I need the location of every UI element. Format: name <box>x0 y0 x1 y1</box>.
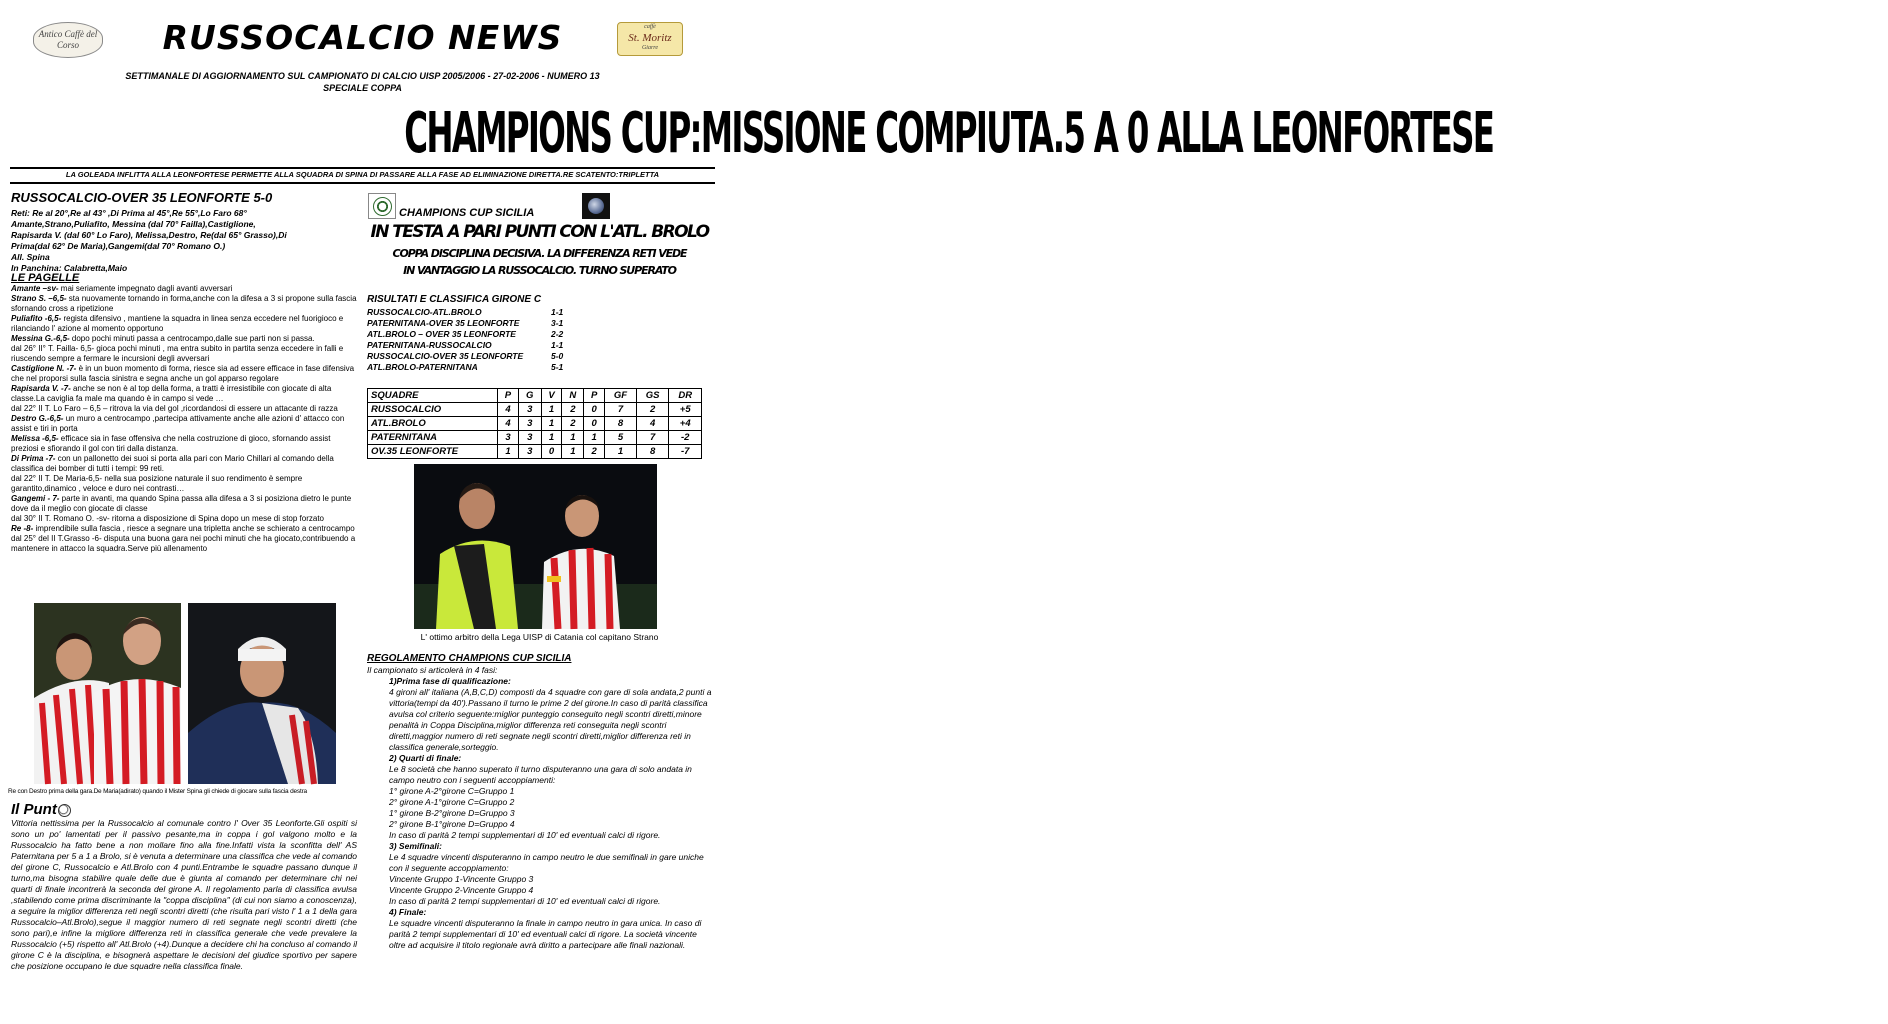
logo-left-text: Antico Caffè del Corso <box>38 29 98 50</box>
table-row: PATERNITANA 3 3 1 1 1 5 7 -2 <box>368 431 702 445</box>
pagella-item: Castiglione N. -7- è in un buon momento di forma, riesce sia ad essere efficace in fase difensiva che nel proporsi sulla fascia sinistra e segna anche un gol apparso regolare <box>11 364 355 383</box>
regulation-line: Vincente Gruppo 2-Vincente Gruppo 4 <box>389 885 534 895</box>
pagella-item: Rapisarda V. -7- anche se non è al top della forma, a tratti è irresistibile con giocate di alta classe.La caviglia fa male ma quando è in campo si vede … <box>11 384 332 403</box>
soccer-ball-icon <box>58 804 71 817</box>
pagella-item: dal 22° II T. Lo Faro – 6,5 – ritrova la via del gol ,ricordandosi di essere un attacante di razza <box>11 404 338 413</box>
table-header: SQUADRE P G V N P GF GS DR <box>368 389 702 403</box>
result-row: ATL.BROLO-PATERNITANA 5-1 <box>367 362 564 372</box>
regulation-line: 2° girone A-1°girone C=Gruppo 2 <box>389 797 515 807</box>
regulation-line: 1° girone A-2°girone C=Gruppo 1 <box>389 786 515 796</box>
result-row: RUSSOCALCIO-ATL.BROLO 1-1 <box>367 307 564 317</box>
regulation-line: 1)Prima fase di qualificazione: <box>389 676 511 686</box>
logo-right-text: St. Moritz <box>628 32 672 44</box>
masthead-title: RUSSOCALCIO NEWS <box>162 18 563 57</box>
logo-right-bottom-text: Giarre <box>641 45 659 51</box>
pagella-item: dal 22° II T. De Maria-6,5- nella sua posizione naturale il suo rendimento è sempre garantito,dinamico , veloce e duro nei contrasti… <box>11 474 303 493</box>
antico-caffe-logo <box>33 22 103 58</box>
result-row: PATERNITANA-OVER 35 LEONFORTE 3-1 <box>367 318 564 328</box>
logo-right-top-text: caffè <box>644 24 656 30</box>
table-row: OV.35 LEONFORTE 1 3 0 1 2 1 8 -7 <box>368 445 702 459</box>
champions-subhead: IN VANTAGGIO LA RUSSOCALCIO. TURNO SUPERATO <box>403 264 676 277</box>
champions-logo-icon <box>368 193 396 219</box>
pagelle-title: LE PAGELLE <box>11 272 80 284</box>
globe-icon <box>582 193 610 219</box>
regulation-line: Il campionato si articolerà in 4 fasi: <box>367 665 498 675</box>
regulation-line: Vincente Gruppo 1-Vincente Gruppo 3 <box>389 874 534 884</box>
pagella-item: dal 30° II T. Romano O. -sv- ritorna a disposizione di Spina dopo un mese di stop forzato <box>11 514 324 523</box>
lineup-line: Amante,Strano,Puliafito, Messina (dal 70° Failla),Castiglione, <box>11 219 256 229</box>
results-title: RISULTATI E CLASSIFICA GIRONE C <box>367 294 542 305</box>
regulation-line: In caso di parità 2 tempi supplementari di 10' ed eventuali calci di rigore. <box>389 896 661 906</box>
table-row: RUSSOCALCIO 4 3 1 2 0 7 2 +5 <box>368 403 702 417</box>
regulation-line: 3) Semifinali: <box>389 841 442 851</box>
lineup-line: Prima(dal 62° De Maria),Gangemi(dal 70° Romano O.) <box>11 241 226 251</box>
lineup-line: In Panchina: Calabretta,Maio <box>11 263 128 273</box>
referee-captain-photo <box>414 464 657 629</box>
lineup <box>11 208 356 274</box>
regulation-line: Le squadre vincenti disputeranno la finale in campo neutro in gara unica. In caso di parità 2 tempi supplementari di 10' ed eventuali calci di rigore. La società vincente oltre ad acquisire il titolo regionale avrà diritto a partecipare alle finali nazionali. <box>389 918 702 950</box>
punto-title-text: Il Punt <box>11 801 57 818</box>
result-row: PATERNITANA-RUSSOCALCIO 1-1 <box>367 340 564 350</box>
regulation-line: 4) Finale: <box>389 907 427 917</box>
pagella-item: dal 26° II° T. Failla- 6,5- gioca pochi minuti , ma entra subito in partita senza eccedere in falli e riuscendo sempre a fermare le incursioni degli avversari <box>11 344 344 363</box>
regulation-line: Le 4 squadre vincenti disputeranno in campo neutro le due semifinali in gare uniche con il seguente accoppiamento: <box>389 852 704 873</box>
pagella-item: Re -8- imprendibile sulla fascia , riesce a segnare una tripletta anche se schierato a centrocampo <box>11 524 355 533</box>
regulation-line: 2° girone B-1°girone D=Gruppo 4 <box>389 819 515 829</box>
regulation-line: 4 gironi all' italiana (A,B,C,D) composti da 4 squadre con gare di sola andata,2 punti a vittoria(tempi da 40').Passano il turno le prime 2 del girone.In caso di parità classifica avulsa col criterio seguente:miglior punteggio conseguito negli scontri diretti,minore penalità in Coppa Disciplina,miglior differenza reti conseguita negli scontri diretti,maggior numero di reti segnate negli scontri diretti,miglior differenza reti in classifica generale,sorteggio. <box>389 687 712 752</box>
results-list <box>367 307 587 373</box>
lineup-line: Reti: Re al 20°,Re al 43° ,Di Prima al 45°,Re 55°,Lo Faro 68° <box>11 208 247 218</box>
pagella-item: Messina G.-6,5- dopo pochi minuti passa a centrocampo,dalle sue parti non si passa. <box>11 334 315 343</box>
issue-subtitle <box>0 70 725 94</box>
result-row: RUSSOCALCIO-OVER 35 LEONFORTE 5-0 <box>367 351 564 361</box>
pagella-item: dal 25° del II T.Grasso -6- disputa una buona gara nei pochi minuti che ha giocato,contribuendo a mantenere in attacco la squadra.Serve più allenamento <box>11 534 356 553</box>
photo-caption-right: L' ottimo arbitro della Lega UISP di Catania col capitano Strano <box>420 632 659 642</box>
photo-caption-left: Re con Destro prima della gara.De Maria(adirato) quando il Mister Spina gli chiede di giocare sulla fascia destra <box>8 788 307 795</box>
headline-text: CHAMPIONS CUP:MISSIONE COMPIUTA.5 A 0 ALLA LEONFORTESE <box>404 101 1494 166</box>
pagella-item: Puliafito -6,5- regista difensivo , mantiene la squadra in linea senza eccedere nel fuorigioco e rilanciando l' azione al momento opportuno <box>11 314 344 333</box>
special-edition-line: SPECIALE COPPA <box>323 83 402 93</box>
main-headline <box>10 98 1494 170</box>
champions-headline: IN TESTA A PARI PUNTI CON L'ATL. BROLO <box>370 222 709 242</box>
regulation-line: In caso di parità 2 tempi supplementari di 10' ed eventuali calci di rigore. <box>389 830 661 840</box>
pagella-item: Amante –sv- mai seriamente impegnato dagli avanti avversari <box>11 284 233 293</box>
st-moritz-logo <box>617 22 683 56</box>
issue-line: SETTIMANALE DI AGGIORNAMENTO SUL CAMPIONATO DI CALCIO UISP 2005/2006 - 27-02-2006 - NUMERO 13 <box>125 71 600 81</box>
result-row: ATL.BROLO – OVER 35 LEONFORTE 2-2 <box>367 329 564 339</box>
standings-table <box>367 388 702 459</box>
pagella-item: Di Prima -7- con un pallonetto dei suoi si porta alla pari con Mario Chillari al comando della classifica dei bomber di tutti i tempi: 99 reti. <box>11 454 334 473</box>
table-row: ATL.BROLO 4 3 1 2 0 8 4 +4 <box>368 417 702 431</box>
divider <box>10 167 715 169</box>
regulation-title: REGOLAMENTO CHAMPIONS CUP SICILIA <box>367 653 572 664</box>
champions-subhead: COPPA DISCIPLINA DECISIVA. LA DIFFERENZA RETI VEDE <box>392 247 687 260</box>
lineup-line: Rapisarda V. (dal 60° Lo Faro), Melissa,Destro, Re(dal 65° Grasso),Di <box>11 230 287 240</box>
punto-title <box>11 801 71 818</box>
strapline: LA GOLEADA INFLITTA ALLA LEONFORTESE PERMETTE ALLA SQUADRA DI SPINA DI PASSARE ALLA FASE AD ELIMINAZIONE DIRETTA.RE SCATENTO:TRIPLETTA <box>65 170 660 179</box>
regulation-line: 2) Quarti di finale: <box>389 753 462 763</box>
pagella-item: Strano S. –6,5- sta nuovamente tornando in forma,anche con la difesa a 3 si propone sulla fascia sfornando cross a ripetizione <box>11 294 357 313</box>
players-photo-1 <box>34 603 181 784</box>
regulation-text <box>367 665 712 951</box>
match-title: RUSSOCALCIO-OVER 35 LEONFORTE 5-0 <box>11 190 273 205</box>
lineup-line: All. Spina <box>11 252 50 262</box>
coach-photo <box>188 603 336 784</box>
pagella-item: Melissa -6,5- efficace sia in fase offensiva che nella costruzione di gioco, sfornando assist preziosi e sfiorando il gol con tiri dalla distanza. <box>11 434 331 453</box>
regulation-line: 1° girone B-2°girone D=Gruppo 3 <box>389 808 515 818</box>
champions-title: CHAMPIONS CUP SICILIA <box>399 207 535 219</box>
punto-article: Vittoria nettissima per la Russocalcio al comunale contro l' Over 35 Leonforte.Gli ospiti si sono un po' lamentati per il passivo pesante,ma in coppa i gol valgono molto e la Russocalcio ha fatto bene a non mollare fino alla fine.Infatti vista la sconfitta dell' AS Paternitana per 5 a 1 a Brolo, si è venuta a determinare una classifica che vede al comando del girone C, Russocalcio e Atl.Brolo con 4 punti.Entrambe le squadre passano dunque il turno,ma bisogna stabilire quale delle due è giunta al comando per determinare chi nei quarti di finale incontrerà la seconda del girone A. Il regolamento parla di classifica avulsa ,stabilendo come prima discriminante la "coppa disciplina" (di cui non siamo a conoscenza), a seguire la miglior differenza reti negli scontri diretti (che risulta pari visto l' 1 a 1 della gara Russocalcio–Atl.Brolo),segue il maggior numero di reti segnate negli scontri diretti (che sono pari),e infine la migliore differenza reti in classifica generale che vede prevalere la Russocalcio (+5) rispetto all' Atl.Brolo (+4).Dunque a decidere chi ha concluso al comando il girone C è la disciplina, e bisognerà aspettare le decisioni del giudice sportivo per sapere che posizione occupano le due squadre nella classifica finale. <box>11 818 357 971</box>
pagella-item: Destro G.-6,5- un muro a centrocampo ,partecipa attivamente anche alle azioni d' attacco con assist e tiri in porta <box>11 414 345 433</box>
pagelle-list <box>11 284 357 554</box>
pagella-item: Gangemi - 7- parte in avanti, ma quando Spina passa alla difesa a 3 si posiziona dietro le punte dove da il meglio con giocate di classe <box>11 494 352 513</box>
divider <box>10 182 715 184</box>
regulation-line: Le 8 società che hanno superato il turno disputeranno una gara di solo andata in campo neutro con i seguenti accoppiamenti: <box>389 764 692 785</box>
